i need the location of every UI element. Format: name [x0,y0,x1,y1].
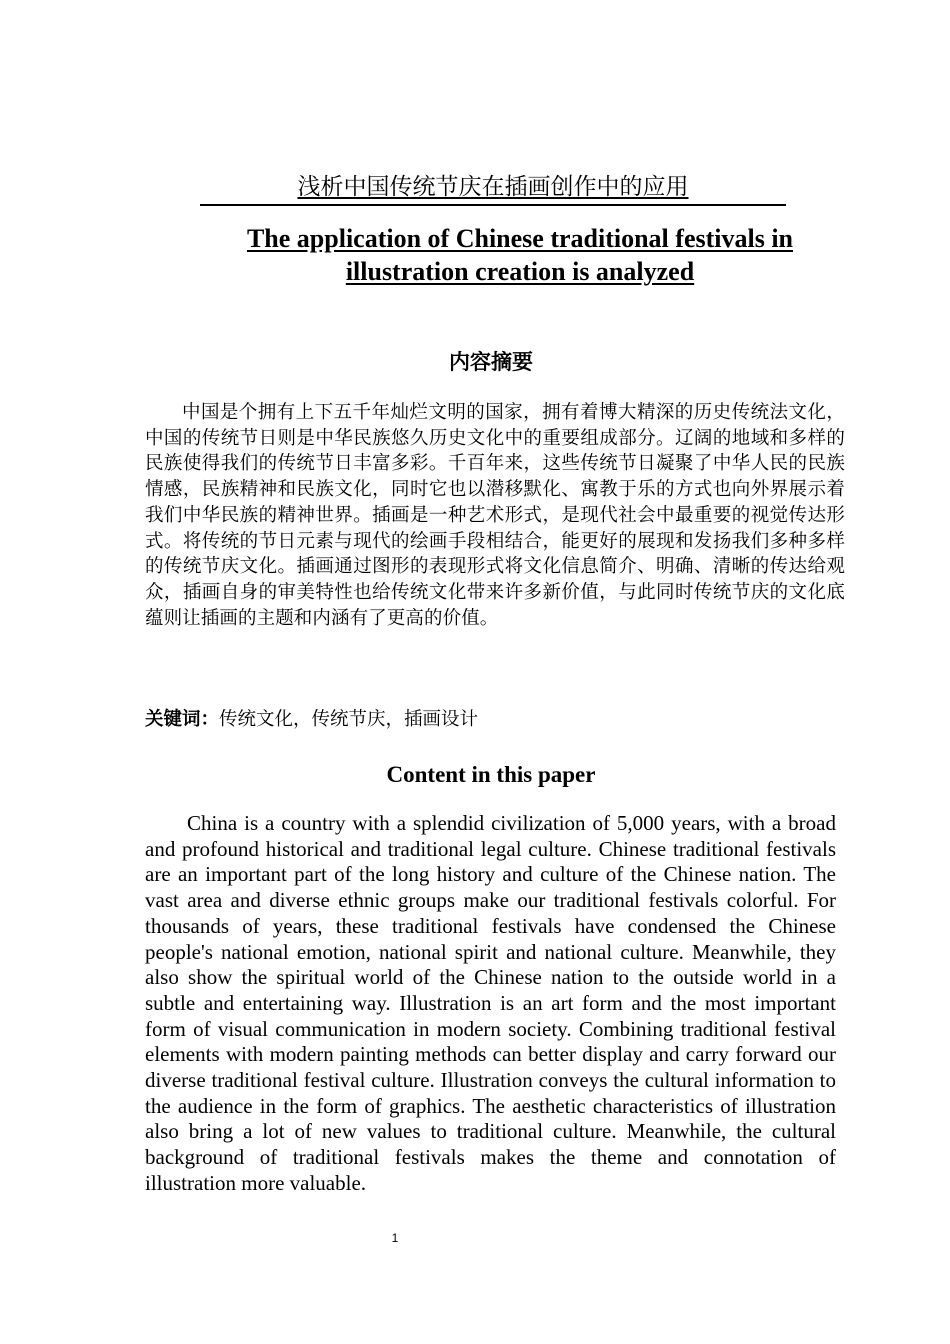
chinese-abstract-body: 中国是个拥有上下五千年灿烂文明的国家，拥有着博大精深的历史传统法文化，中国的传统节日则是中华民族悠久历史文化中的重要组成部分。辽阔的地域和多样的民族使得我们的传统节日丰富多彩。千百年来，这些传统节日凝聚了中华人民的民族情感，民族精神和民族文化，同时它也以潜移默化、寓教于乐的方式也向外界展示着我们中华民族的精神世界。插画是一种艺术形式，是现代社会中最重要的视觉传达形式。将传统的节日元素与现代的绘画手段相结合，能更好的展现和发扬我们多种多样的传统节庆文化。插画通过图形的表现形式将文化信息简介、明确、清晰的传达给观众，插画自身的审美特性也给传统文化带来许多新价值，与此同时传统节庆的文化底蕴则让插画的主题和内涵有了更高的价值。 [145,402,845,629]
english-abstract-heading: Content in this paper [386,762,596,787]
english-abstract-body: China is a country with a splendid civilization of 5,000 years, with a broad and profound historical and traditional legal culture. Chinese traditional festivals are an important part of the long history and culture of the Chinese nation. The vast area and diverse ethnic groups make our traditional festivals colorful. For thousands of years, these traditional festivals have condensed the Chinese people's national emotion, national spirit and national culture. Meanwhile, they also show the spiritual world of the Chinese nation to the outside world in a subtle and entertaining way. Illustration is an art form and the most important form of visual communication in modern society. Combining traditional festival elements with modern painting methods can better display and carry forward our diverse traditional festival culture. Illustration conveys the cultural information to the audience in the form of graphics. The aesthetic characteristics of illustration also bring a lot of new values to traditional culture. Meanwhile, the cultural background of traditional festivals makes the theme and connotation of illustration more valuable. [145,811,836,1195]
keywords-line [145,705,845,735]
english-title: The application of Chinese traditional festivals in illustration creation is analyzed [246,224,794,286]
chinese-abstract-heading: 内容摘要 [449,350,533,374]
page-number: 1 [391,1231,399,1245]
chinese-title: 浅析中国传统节庆在插画创作中的应用 [200,172,786,206]
keywords-value: 传统文化，传统节庆，插画设计 [219,709,479,730]
keywords-label: 关键词： [145,709,220,730]
